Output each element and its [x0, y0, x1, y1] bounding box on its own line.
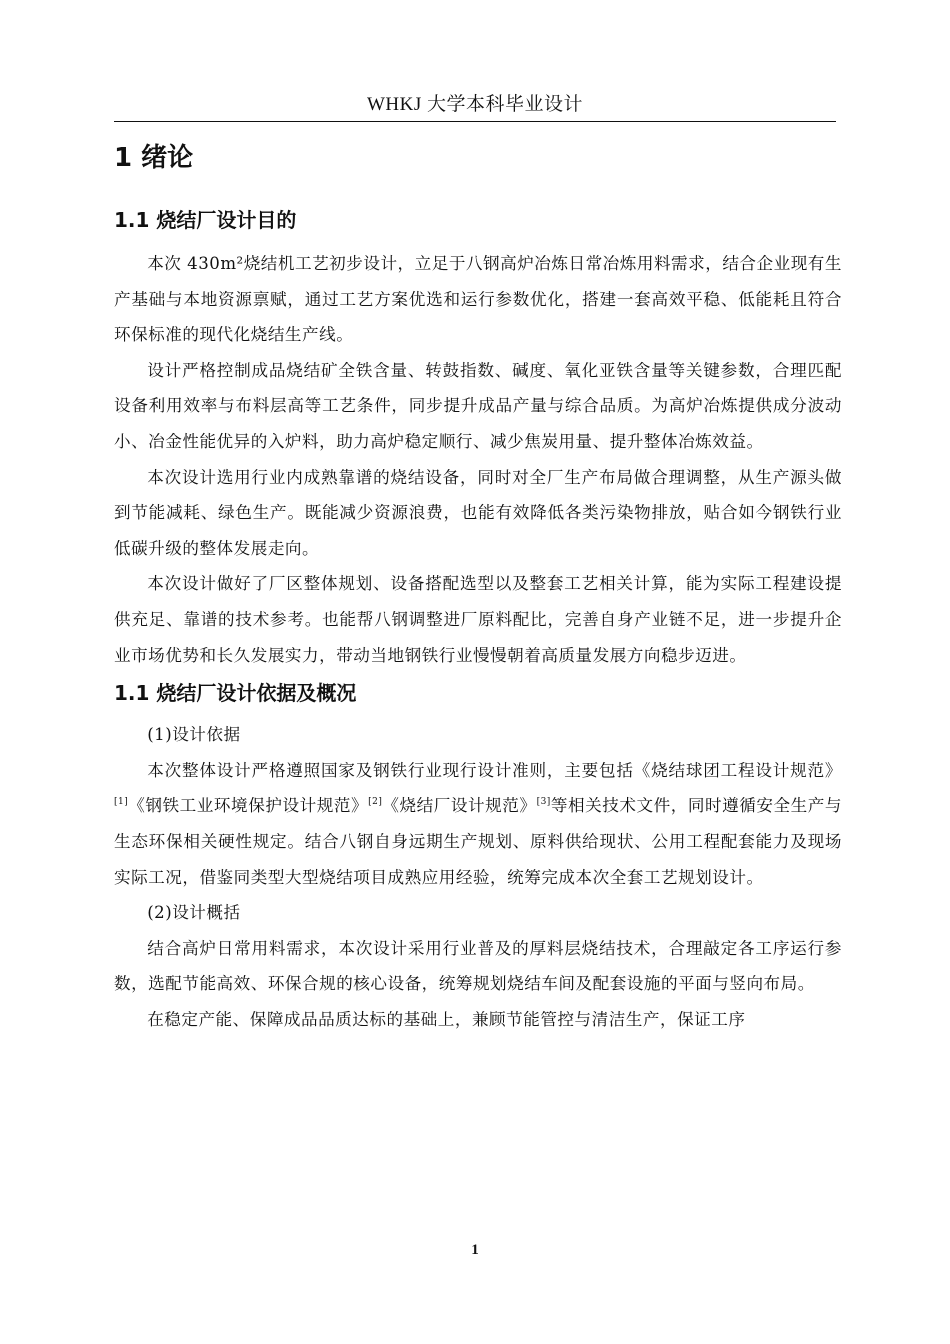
body-paragraph: 本次 430m²烧结机工艺初步设计，立足于八钢高炉冶炼日常冶炼用料需求，结合企业现有生产基础与本地资源禀赋，通过工艺方案优选和运行参数优化，搭建一套高效平稳、低能耗且符合环保标准的现代化烧结生产线。 — [114, 254, 842, 345]
chapter-title: 1 绪论 — [114, 143, 194, 173]
basis-text: 《烧结厂设计规范》 — [382, 796, 537, 816]
section-heading-purpose: 1.1 烧结厂设计目的 — [114, 208, 297, 232]
page-number: 1 — [471, 1242, 479, 1258]
body-paragraph: 结合高炉日常用料需求，本次设计采用行业普及的厚料层烧结技术，合理敲定各工序运行参数，选配节能高效、环保合规的核心设备，统筹规划烧结车间及配套设施的平面与竖向布局。 — [114, 938, 842, 994]
body-paragraph: 本次设计做好了厂区整体规划、设备搭配选型以及整套工艺相关计算，能为实际工程建设提供充足、靠谱的技术参考。也能帮八钢调整进厂原料配比，完善自身产业链不足，进一步提升企业市场优势和长久发展实力，带动当地钢铁行业慢慢朝着高质量发展方向稳步迈进。 — [114, 574, 842, 665]
header-rule — [114, 121, 836, 122]
citation-ref: [3] — [536, 797, 551, 808]
body-paragraph-basis — [114, 753, 842, 895]
citation-ref: [1] — [114, 797, 129, 808]
basis-label: (1)设计依据 — [147, 725, 241, 745]
body-paragraph: 设计严格控制成品烧结矿全铁含量、转鼓指数、碱度、氧化亚铁含量等关键参数，合理匹配设备利用效率与布料层高等工艺条件，同步提升成品产量与综合品质。为高炉冶炼提供成分波动小、冶金性能优异的入炉料，助力高炉稳定顺行、减少焦炭用量、提升整体冶炼效益。 — [114, 360, 842, 451]
basis-text: 等相关技术文件，同时遵循安全生产与生态环保相关硬性规定。结合八钢自身远期生产规划、原料供给现状、公用工程配套能力及现场实际工况，借鉴同类型大型烧结项目成熟应用经验，统筹完成本次全套工艺规划设计。 — [114, 796, 843, 887]
section-heading-basis: 1.1 烧结厂设计依据及概况 — [114, 681, 357, 706]
page-header: WHKJ 大学本科毕业设计 — [366, 94, 584, 115]
body-paragraph: 本次设计选用行业内成熟靠谱的烧结设备，同时对全厂生产布局做合理调整，从生产源头做到节能减耗、绿色生产。既能减少资源浪费，也能有效降低各类污染物排放，贴合如今钢铁行业低碳升级的整体发展走向。 — [114, 467, 842, 558]
citation-ref: [2] — [368, 797, 383, 808]
basis-text: 本次整体设计严格遵照国家及钢铁行业现行设计准则，主要包括《烧结球团工程设计规范》 — [147, 760, 842, 780]
body-paragraph: 在稳定产能、保障成品品质达标的基础上，兼顾节能管控与清洁生产，保证工序 — [147, 1009, 746, 1029]
basis-text: 《钢铁工业环境保护设计规范》 — [128, 796, 369, 816]
page-body — [114, 136, 842, 1037]
overview-label: (2)设计概括 — [147, 903, 241, 923]
